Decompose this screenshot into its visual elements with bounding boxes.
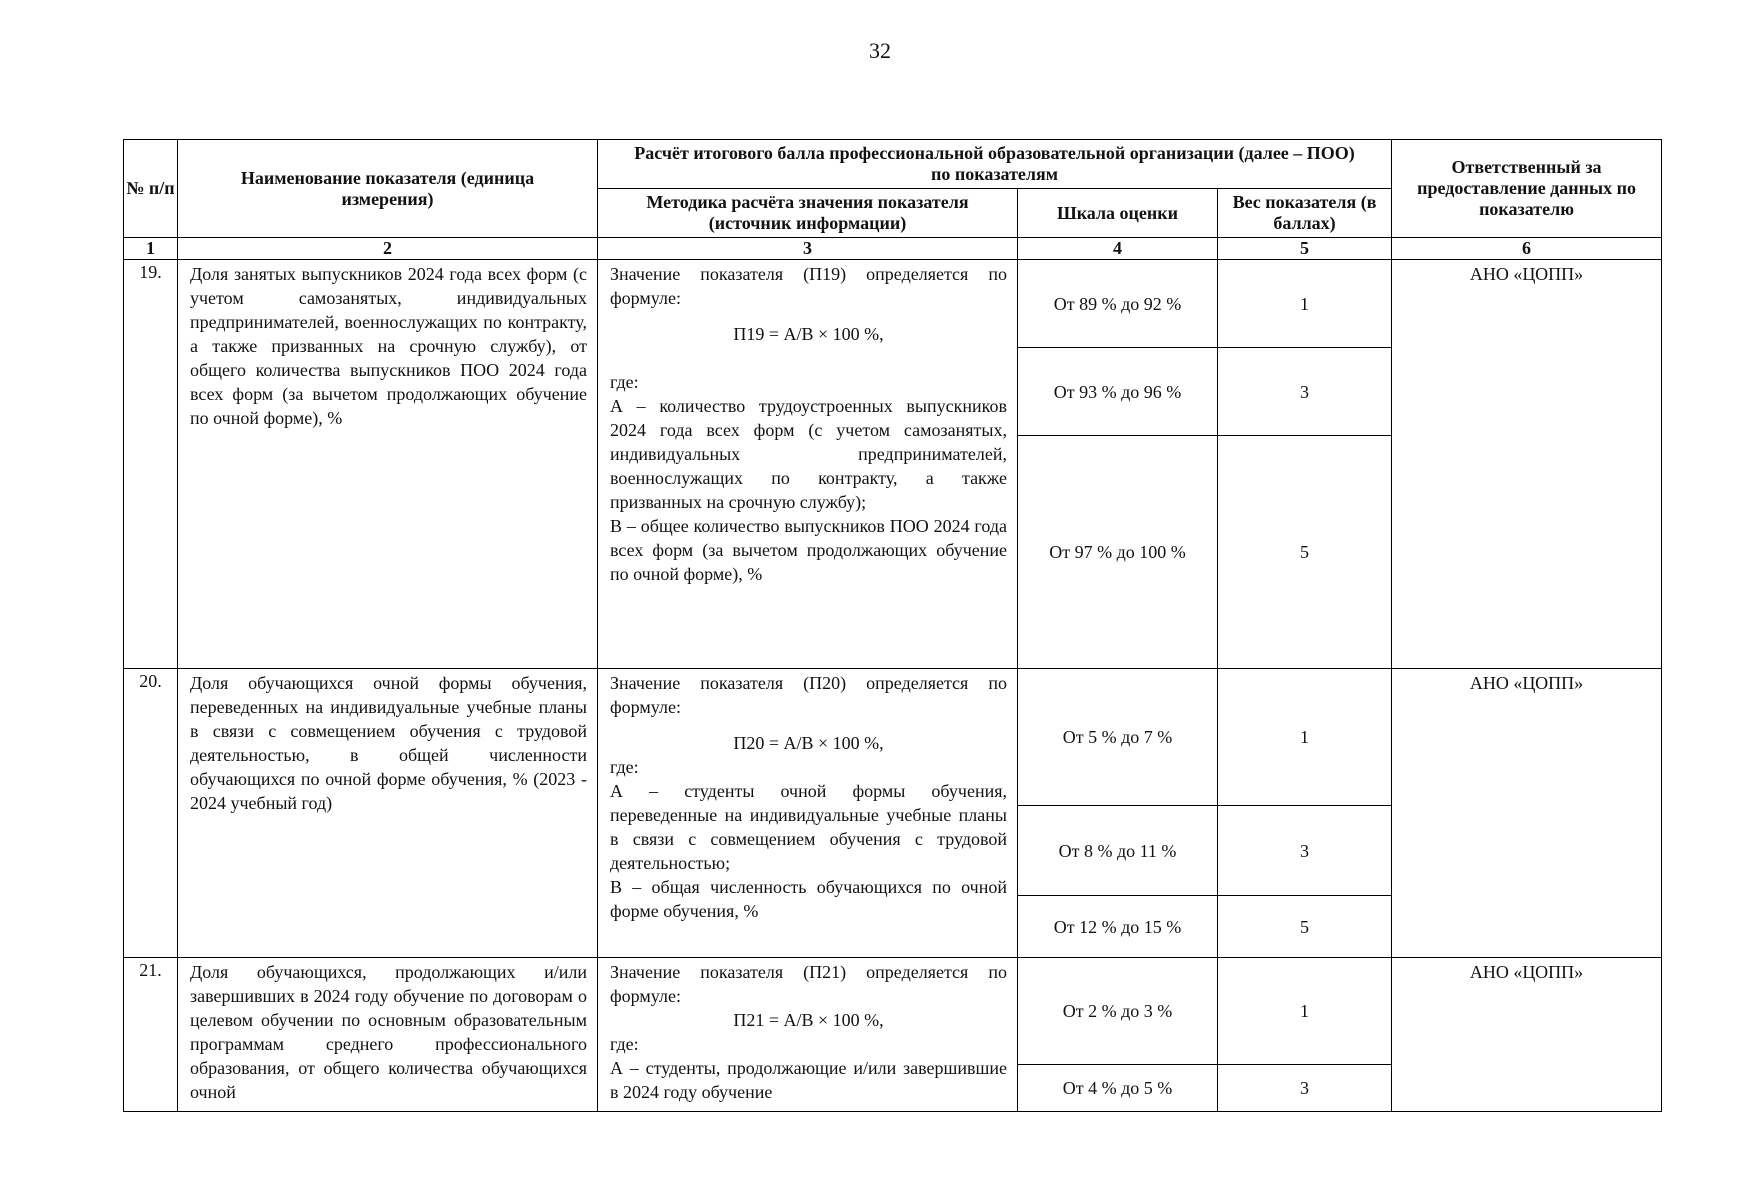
responsible: АНО «ЦОПП»: [1392, 958, 1662, 1112]
calculation-method: [598, 260, 1018, 669]
header-scale: Шкала оценки: [1018, 189, 1218, 238]
formula: П20 = А/В × 100 %,: [733, 733, 884, 753]
col-number: 3: [598, 238, 1018, 260]
indicator-name: Доля занятых выпускников 2024 года всех форм (с учетом самозанятых, индивидуальных предпринимателей, военнослужащих по контракту, а также призванных на срочную службу), от общего количества выпускников ПОО 2024 года всех форм (за вычетом продолжающих обучение по очной форме), %: [178, 260, 598, 669]
row-number: 19.: [124, 260, 178, 669]
col-number: 2: [178, 238, 598, 260]
indicators-table: [123, 139, 1662, 1112]
header-name: Наименование показателя (единица измерения): [178, 140, 598, 238]
method-where: где:: [610, 372, 639, 392]
scale-weight: 3: [1218, 348, 1392, 436]
col-number: 6: [1392, 238, 1662, 260]
method-b: В – общее количество выпускников ПОО 2024 года всех форм (за вычетом продолжающих обучение по очной форме), %: [610, 516, 1007, 584]
scale-weight: 1: [1218, 669, 1392, 806]
header-calc-group: Расчёт итогового балла профессиональной образовательной организации (далее – ПОО) по показателям: [598, 140, 1392, 189]
method-a: А – студенты очной формы обучения, переведенные на индивидуальные учебные планы в связи с совмещением обучения с трудовой деятельностью;: [610, 781, 1007, 873]
indicator-name: Доля обучающихся очной формы обучения, переведенных на индивидуальные учебные планы в связи с совмещением обучения с трудовой деятельностью, в общей численности обучающихся по очной форме обучения, % (2023 - 2024 учебный год): [178, 669, 598, 958]
method-intro: Значение показателя (П20) определяется по формуле:: [610, 673, 1007, 717]
scale-range: От 2 % до 3 %: [1018, 958, 1218, 1065]
responsible: АНО «ЦОПП»: [1392, 260, 1662, 669]
scale-range: От 97 % до 100 %: [1018, 436, 1218, 669]
table-row: [124, 958, 1662, 1065]
scale-weight: 5: [1218, 436, 1392, 669]
calculation-method: [598, 669, 1018, 958]
method-a: А – количество трудоустроенных выпускников 2024 года всех форм (с учетом самозанятых, индивидуальных предпринимателей, военнослужащих по контракту, а также призванных на срочную службу);: [610, 396, 1007, 512]
row-number: 20.: [124, 669, 178, 958]
calculation-method: [598, 958, 1018, 1112]
scale-range: От 12 % до 15 %: [1018, 896, 1218, 958]
formula: П21 = А/В × 100 %,: [733, 1010, 884, 1030]
table-row: [124, 260, 1662, 348]
scale-range: От 93 % до 96 %: [1018, 348, 1218, 436]
table-row: [124, 669, 1662, 806]
header-responsible: Ответственный за предоставление данных по показателю: [1392, 140, 1662, 238]
header-method: Методика расчёта значения показателя (источник информации): [598, 189, 1018, 238]
method-b: В – общая численность обучающихся по очной форме обучения, %: [610, 877, 1007, 921]
scale-weight: 1: [1218, 260, 1392, 348]
responsible: АНО «ЦОПП»: [1392, 669, 1662, 958]
scale-range: От 5 % до 7 %: [1018, 669, 1218, 806]
scale-weight: 3: [1218, 1065, 1392, 1112]
method-intro: Значение показателя (П21) определяется по формуле:: [610, 962, 1007, 1006]
header-num: № п/п: [124, 140, 178, 238]
scale-weight: 3: [1218, 806, 1392, 896]
page-number: 32: [869, 38, 891, 63]
indicator-name: Доля обучающихся, продолжающих и/или завершивших в 2024 году обучение по договорам о целевом обучении по основным образовательным программам среднего профессионального образования, от общего количества обучающихся очной: [178, 958, 598, 1112]
col-number: 4: [1018, 238, 1218, 260]
method-where: где:: [610, 757, 639, 777]
method-where: где:: [610, 1034, 639, 1054]
method-a: А – студенты, продолжающие и/или завершившие в 2024 году обучение: [610, 1058, 1007, 1102]
row-number: 21.: [124, 958, 178, 1112]
header-weight: Вес показателя (в баллах): [1218, 189, 1392, 238]
scale-weight: 1: [1218, 958, 1392, 1065]
scale-range: От 4 % до 5 %: [1018, 1065, 1218, 1112]
scale-range: От 8 % до 11 %: [1018, 806, 1218, 896]
formula: П19 = А/В × 100 %,: [733, 324, 884, 344]
scale-weight: 5: [1218, 896, 1392, 958]
col-number: 5: [1218, 238, 1392, 260]
col-number: 1: [124, 238, 178, 260]
scale-range: От 89 % до 92 %: [1018, 260, 1218, 348]
method-intro: Значение показателя (П19) определяется по формуле:: [610, 264, 1007, 308]
